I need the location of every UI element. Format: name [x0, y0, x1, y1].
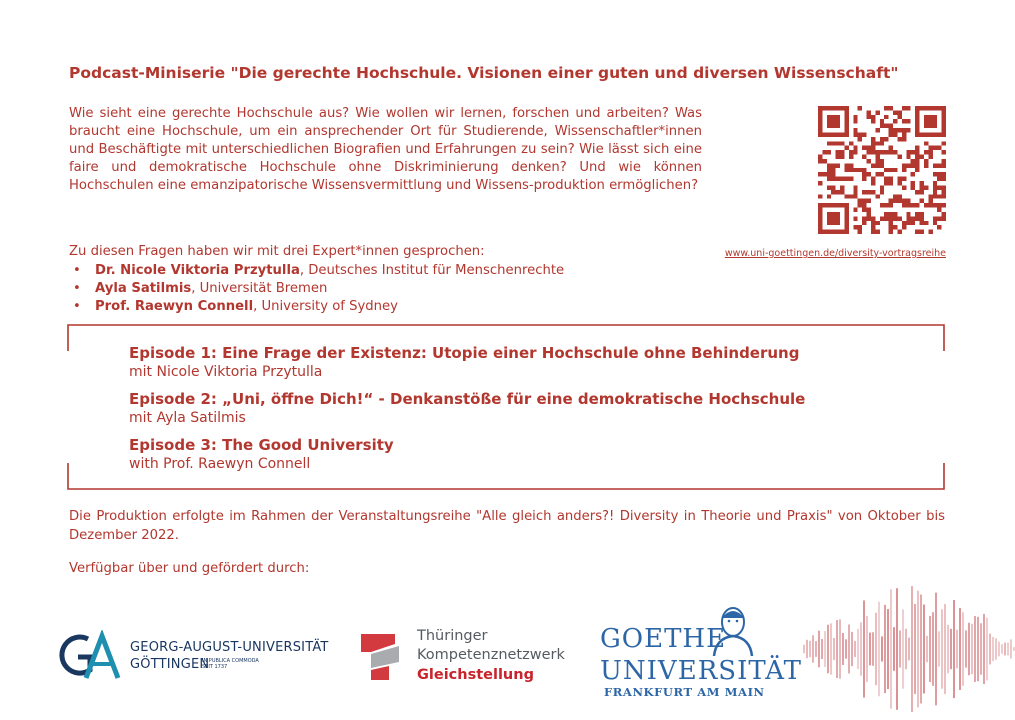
episode-1 [129, 344, 799, 381]
episode-title: Episode 2: „Uni, öffne Dich!“ - Denkanstöße für eine demokratische Hochschule [129, 390, 806, 408]
funded-by-label: Verfügbar über und gefördert durch: [69, 561, 310, 576]
podcast-series-title: Podcast-Miniserie "Die gerechte Hochschule. Visionen einer guten und diversen Wissenschaft" [69, 64, 899, 82]
production-note: Die Produktion erfolgte im Rahmen der Veranstaltungsreihe "Alle gleich anders?! Diversity in Theorie und Praxis" von Oktober bis Dezember 2022. [69, 509, 945, 543]
episode-title: Episode 3: The Good University [129, 436, 394, 454]
goethe-line1: GOETHE [600, 624, 727, 654]
episode-2 [129, 390, 805, 427]
episode-guest: mit Ayla Satilmis [129, 410, 246, 426]
episode-3 [129, 436, 394, 473]
intro-paragraph: Wie sieht eine gerechte Hochschule aus? Wie wollen wir lernen, forschen und arbeiten? Was braucht eine Hochschule, um ein ansprechender Ort für Studierende, Wissenschaftler*innen und Beschäftigte mit unterschiedlichen Biografien und Erfahrungen zu sein? Wie lässt sich eine faire und demokratische Hochschule ohne Diskriminierung denken? Und wie können Hochschulen eine emanzipatorische Wissensvermittlung und Wissens-produktion ermöglichen? [69, 106, 702, 193]
episode-guest: with Prof. Raewyn Connell [129, 456, 311, 472]
list-item [69, 298, 564, 316]
experts-intro: Zu diesen Fragen haben wir mit drei Expert*innen gesprochen: [69, 244, 485, 259]
goettingen-motto-line1: IN PUBLICA COMMODA [202, 658, 259, 664]
ga-monogram-icon [58, 630, 126, 684]
goettingen-motto-line2: SEIT 1737 [202, 664, 228, 670]
expert-affiliation: , Deutsches Institut für Menschenrechte [299, 263, 565, 278]
goettingen-line1: GEORG-AUGUST-UNIVERSITÄT [130, 640, 329, 655]
expert-name: Dr. Nicole Viktoria Przytulla [95, 263, 300, 278]
goethe-line3: FRANKFURT AM MAIN [604, 685, 765, 699]
goethe-university-logo [598, 604, 802, 704]
thueringen-line2: Kompetenznetzwerk [417, 647, 565, 663]
list-item [69, 280, 564, 298]
episode-guest: mit Nicole Viktoria Przytulla [129, 364, 323, 380]
expert-name: Prof. Raewyn Connell [95, 299, 254, 314]
goettingen-motto [202, 658, 259, 670]
experts-list [69, 262, 564, 316]
episode-title: Episode 1: Eine Frage der Existenz: Utopie einer Hochschule ohne Behinderung [129, 344, 800, 362]
thueringen-line1: Thüringer [417, 628, 488, 644]
audio-waveform-icon [800, 578, 1015, 720]
thueringen-mark-icon [357, 630, 409, 684]
expert-affiliation: , University of Sydney [253, 299, 398, 314]
goethe-line2: UNIVERSITÄT [600, 656, 802, 686]
expert-affiliation: , Universität Bremen [191, 281, 328, 296]
qr-code-icon[interactable] [818, 106, 946, 234]
expert-name: Ayla Satilmis [95, 281, 192, 296]
thueringen-line3: Gleichstellung [417, 667, 534, 683]
goettingen-line2: GÖTTINGEN [130, 657, 210, 672]
thueringen-network-logo [357, 626, 567, 688]
list-item [69, 262, 564, 280]
qr-link[interactable]: www.uni-goettingen.de/diversity-vortragsreihe [724, 248, 946, 259]
goettingen-university-logo [58, 630, 338, 684]
